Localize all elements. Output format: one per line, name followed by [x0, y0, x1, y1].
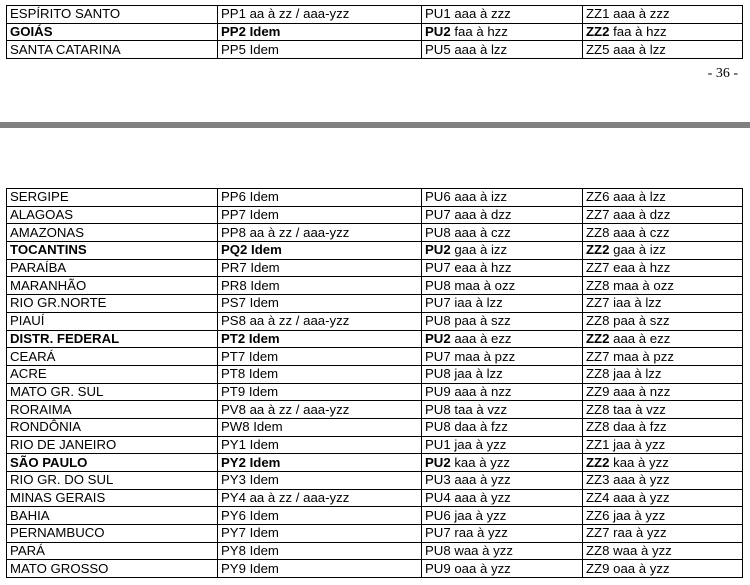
callsign-prefix: PS8: [221, 313, 246, 329]
callsign-range: Idem: [245, 366, 279, 382]
table-row: [7, 472, 743, 490]
callsign-prefix: ZZ9: [586, 383, 610, 399]
table-row: [7, 454, 743, 472]
callsign-prefix: PU7: [425, 207, 451, 223]
callsign-range: aaa à nzz: [450, 383, 512, 399]
callsign-prefix: ZZ2: [586, 330, 610, 346]
callsign-prefix: PP7: [221, 207, 246, 223]
callsign-range: aaa à ezz: [609, 330, 671, 346]
callsign-prefix: PS7: [221, 295, 246, 311]
state-cell: SERGIPE: [7, 189, 218, 207]
table-row: [7, 560, 743, 578]
table-row: [7, 330, 743, 348]
callsign-prefix: ZZ4: [586, 490, 610, 506]
state-cell: RIO GR.NORTE: [7, 295, 218, 313]
state-cell: DISTR. FEDERAL: [7, 330, 218, 348]
callsign-range: Idem: [245, 330, 280, 346]
callsign-prefix: PP1: [221, 6, 246, 22]
callsign-prefix: PQ2: [221, 242, 248, 258]
table-body: [7, 189, 743, 578]
state-cell: BAHIA: [7, 507, 218, 525]
callsign-range: waa à yzz: [609, 543, 672, 559]
state-cell: PERNAMBUCO: [7, 525, 218, 543]
callsign-range: aaa à nzz: [609, 383, 671, 399]
callsign-range: aa à zz / aaa-yzz: [245, 224, 350, 240]
pp-prefix-cell: [218, 560, 422, 578]
callsign-range: aa à zz / aaa-yzz: [245, 6, 350, 22]
state-cell: GOIÁS: [7, 23, 218, 41]
callsign-prefix: PU2: [425, 330, 451, 346]
callsign-prefix: PU2: [425, 242, 451, 258]
zz-prefix-cell: [583, 242, 743, 260]
pu-prefix-cell: [422, 525, 583, 543]
callsign-range: waa à yzz: [450, 543, 513, 559]
zz-prefix-cell: [583, 6, 743, 24]
table-row: [7, 525, 743, 543]
pu-prefix-cell: [422, 560, 583, 578]
pu-prefix-cell: [422, 23, 583, 41]
zz-prefix-cell: [583, 383, 743, 401]
state-cell: PARAÍBA: [7, 259, 218, 277]
callsign-range: Idem: [245, 24, 281, 40]
callsign-range: Idem: [245, 383, 279, 399]
zz-prefix-cell: [583, 365, 743, 383]
callsign-prefix: PU9: [425, 383, 451, 399]
callsign-range: jaa à yzz: [450, 436, 507, 452]
callsign-range: aaa à zzz: [609, 6, 670, 22]
callsign-range: aaa à yzz: [609, 490, 670, 506]
callsign-range: paa à szz: [450, 313, 511, 329]
pu-prefix-cell: [422, 489, 583, 507]
pu-prefix-cell: [422, 242, 583, 260]
callsign-range: Idem: [245, 41, 279, 57]
table-row: [7, 489, 743, 507]
callsign-prefix: ZZ8: [586, 543, 610, 559]
callsign-prefix: PY7: [221, 525, 246, 541]
zz-prefix-cell: [583, 206, 743, 224]
state-cell: MARANHÃO: [7, 277, 218, 295]
pu-prefix-cell: [422, 224, 583, 242]
callsign-prefix: PU8: [425, 313, 451, 329]
pu-prefix-cell: [422, 401, 583, 419]
pu-prefix-cell: [422, 507, 583, 525]
state-cell: CEARÁ: [7, 348, 218, 366]
callsign-range: taa à vzz: [609, 401, 666, 417]
table-row: [7, 365, 743, 383]
pu-prefix-cell: [422, 259, 583, 277]
table-row: [7, 436, 743, 454]
zz-prefix-cell: [583, 41, 743, 59]
callsign-range: maa à ozz: [609, 277, 674, 293]
pu-prefix-cell: [422, 418, 583, 436]
callsign-range: Idem: [245, 189, 279, 205]
pu-prefix-cell: [422, 542, 583, 560]
prefix-table-continued: [6, 5, 743, 59]
callsign-prefix: ZZ8: [586, 224, 610, 240]
pu-prefix-cell: [422, 436, 583, 454]
callsign-range: gaa à izz: [609, 242, 666, 258]
callsign-prefix: PT9: [221, 383, 246, 399]
table-row: [7, 242, 743, 260]
table-row: [7, 383, 743, 401]
callsign-prefix: ZZ7: [586, 525, 610, 541]
callsign-range: aa à zz / aaa-yzz: [245, 401, 350, 417]
zz-prefix-cell: [583, 542, 743, 560]
callsign-range: oaa à yzz: [609, 560, 670, 576]
callsign-range: faa à hzz: [450, 24, 508, 40]
state-cell: PIAUÍ: [7, 312, 218, 330]
pp-prefix-cell: [218, 348, 422, 366]
callsign-prefix: ZZ7: [586, 348, 610, 364]
callsign-prefix: PU2: [425, 24, 451, 40]
callsign-prefix: PU6: [425, 189, 451, 205]
table-row: [7, 418, 743, 436]
callsign-range: daa à fzz: [450, 419, 508, 435]
callsign-range: Idem: [247, 242, 282, 258]
callsign-prefix: ZZ1: [586, 6, 610, 22]
zz-prefix-cell: [583, 330, 743, 348]
callsign-range: gaa à izz: [450, 242, 508, 258]
table-row: [7, 401, 743, 419]
pp-prefix-cell: [218, 454, 422, 472]
callsign-range: oaa à yzz: [450, 560, 511, 576]
pu-prefix-cell: [422, 365, 583, 383]
callsign-range: aa à zz / aaa-yzz: [245, 313, 350, 329]
callsign-range: Idem: [245, 543, 279, 559]
callsign-range: aaa à dzz: [609, 207, 671, 223]
zz-prefix-cell: [583, 348, 743, 366]
callsign-prefix: PU9: [425, 560, 451, 576]
pp-prefix-cell: [218, 295, 422, 313]
callsign-range: raa à yzz: [609, 525, 667, 541]
callsign-prefix: PY3: [221, 472, 246, 488]
table-row: [7, 312, 743, 330]
callsign-range: Idem: [245, 472, 279, 488]
pp-prefix-cell: [218, 277, 422, 295]
pp-prefix-cell: [218, 507, 422, 525]
callsign-prefix: PW8: [221, 419, 250, 435]
callsign-prefix: PU8: [425, 543, 451, 559]
pu-prefix-cell: [422, 383, 583, 401]
callsign-range: aaa à czz: [609, 224, 670, 240]
table-row: [7, 277, 743, 295]
table-row: [7, 206, 743, 224]
state-cell: AMAZONAS: [7, 224, 218, 242]
callsign-prefix: ZZ8: [586, 401, 610, 417]
callsign-range: aaa à dzz: [450, 207, 512, 223]
pu-prefix-cell: [422, 189, 583, 207]
pp-prefix-cell: [218, 259, 422, 277]
pp-prefix-cell: [218, 189, 422, 207]
callsign-range: aaa à lzz: [609, 189, 666, 205]
pp-prefix-cell: [218, 472, 422, 490]
callsign-prefix: PR8: [221, 277, 247, 293]
callsign-prefix: PU1: [425, 436, 451, 452]
callsign-prefix: ZZ7: [586, 207, 610, 223]
table-row: [7, 23, 743, 41]
callsign-prefix: PR7: [221, 260, 247, 276]
callsign-prefix: PU7: [425, 348, 451, 364]
state-cell: RIO DE JANEIRO: [7, 436, 218, 454]
pp-prefix-cell: [218, 312, 422, 330]
callsign-prefix: ZZ6: [586, 507, 610, 523]
table-row: [7, 348, 743, 366]
zz-prefix-cell: [583, 472, 743, 490]
zz-prefix-cell: [583, 418, 743, 436]
page-divider: [0, 122, 750, 128]
callsign-prefix: PY9: [221, 560, 246, 576]
callsign-prefix: PU2: [425, 454, 451, 470]
callsign-prefix: PY2: [221, 454, 246, 470]
callsign-range: Idem: [249, 419, 283, 435]
table-row: [7, 41, 743, 59]
callsign-prefix: PT8: [221, 366, 246, 382]
callsign-range: Idem: [245, 207, 279, 223]
state-cell: TOCANTINS: [7, 242, 218, 260]
callsign-range: aaa à zzz: [450, 6, 511, 22]
callsign-prefix: ZZ8: [586, 277, 610, 293]
callsign-prefix: PU8: [425, 277, 451, 293]
zz-prefix-cell: [583, 189, 743, 207]
callsign-prefix: ZZ8: [586, 419, 610, 435]
pu-prefix-cell: [422, 330, 583, 348]
pp-prefix-cell: [218, 242, 422, 260]
table-body: [7, 6, 743, 59]
callsign-range: iaa à lzz: [450, 295, 503, 311]
pp-prefix-cell: [218, 436, 422, 454]
callsign-range: jaa à yzz: [450, 507, 507, 523]
callsign-prefix: ZZ1: [586, 436, 610, 452]
pp-prefix-cell: [218, 418, 422, 436]
callsign-prefix: PU6: [425, 507, 451, 523]
callsign-prefix: PU8: [425, 366, 451, 382]
callsign-prefix: ZZ5: [586, 41, 610, 57]
callsign-prefix: PU3: [425, 472, 451, 488]
callsign-range: aaa à czz: [450, 224, 511, 240]
callsign-range: aaa à izz: [450, 189, 508, 205]
zz-prefix-cell: [583, 489, 743, 507]
zz-prefix-cell: [583, 525, 743, 543]
callsign-range: kaa à yzz: [450, 454, 511, 470]
state-cell: RIO GR. DO SUL: [7, 472, 218, 490]
callsign-range: taa à vzz: [450, 401, 508, 417]
callsign-prefix: ZZ7: [586, 295, 610, 311]
table-row: [7, 6, 743, 24]
callsign-prefix: PY8: [221, 543, 246, 559]
callsign-range: daa à fzz: [609, 419, 667, 435]
callsign-prefix: PU1: [425, 6, 451, 22]
pp-prefix-cell: [218, 6, 422, 24]
callsign-range: aaa à yzz: [450, 472, 511, 488]
prefix-table: [6, 188, 743, 578]
zz-prefix-cell: [583, 277, 743, 295]
callsign-prefix: ZZ8: [586, 366, 610, 382]
table-row: [7, 295, 743, 313]
callsign-range: aaa à ezz: [450, 330, 512, 346]
callsign-range: maa à pzz: [450, 348, 516, 364]
callsign-range: aaa à yzz: [450, 490, 511, 506]
callsign-range: Idem: [245, 436, 279, 452]
callsign-range: aaa à lzz: [609, 41, 666, 57]
callsign-range: paa à szz: [609, 313, 670, 329]
callsign-range: faa à hzz: [609, 24, 667, 40]
callsign-range: eaa à hzz: [450, 260, 512, 276]
zz-prefix-cell: [583, 23, 743, 41]
pu-prefix-cell: [422, 277, 583, 295]
callsign-prefix: PU7: [425, 525, 451, 541]
pp-prefix-cell: [218, 365, 422, 383]
callsign-range: Idem: [245, 560, 279, 576]
callsign-prefix: PP5: [221, 41, 246, 57]
callsign-range: Idem: [245, 348, 279, 364]
callsign-range: jaa à lzz: [450, 366, 503, 382]
state-cell: SÃO PAULO: [7, 454, 218, 472]
callsign-range: eaa à hzz: [609, 260, 671, 276]
state-cell: MATO GROSSO: [7, 560, 218, 578]
zz-prefix-cell: [583, 436, 743, 454]
state-cell: PARÁ: [7, 542, 218, 560]
pu-prefix-cell: [422, 472, 583, 490]
callsign-range: kaa à yzz: [609, 454, 669, 470]
pu-prefix-cell: [422, 454, 583, 472]
pu-prefix-cell: [422, 312, 583, 330]
zz-prefix-cell: [583, 312, 743, 330]
callsign-prefix: PY6: [221, 507, 246, 523]
zz-prefix-cell: [583, 295, 743, 313]
pu-prefix-cell: [422, 6, 583, 24]
callsign-range: aaa à lzz: [450, 41, 508, 57]
table-row: [7, 542, 743, 560]
pp-prefix-cell: [218, 383, 422, 401]
table-row: [7, 507, 743, 525]
callsign-prefix: PU8: [425, 224, 451, 240]
callsign-prefix: ZZ6: [586, 189, 610, 205]
pp-prefix-cell: [218, 206, 422, 224]
pp-prefix-cell: [218, 525, 422, 543]
zz-prefix-cell: [583, 401, 743, 419]
zz-prefix-cell: [583, 507, 743, 525]
callsign-prefix: PP2: [221, 24, 246, 40]
pp-prefix-cell: [218, 41, 422, 59]
callsign-prefix: PP6: [221, 189, 246, 205]
callsign-prefix: ZZ2: [586, 24, 610, 40]
table-row: [7, 224, 743, 242]
callsign-prefix: ZZ2: [586, 242, 610, 258]
callsign-prefix: PU8: [425, 419, 451, 435]
callsign-prefix: PU8: [425, 401, 451, 417]
state-cell: SANTA CATARINA: [7, 41, 218, 59]
state-cell: ESPÍRITO SANTO: [7, 6, 218, 24]
state-cell: MATO GR. SUL: [7, 383, 218, 401]
zz-prefix-cell: [583, 259, 743, 277]
callsign-prefix: PY1: [221, 436, 246, 452]
callsign-prefix: PU7: [425, 295, 451, 311]
callsign-prefix: PP8: [221, 224, 246, 240]
state-cell: RORAIMA: [7, 401, 218, 419]
callsign-prefix: ZZ7: [586, 260, 610, 276]
pu-prefix-cell: [422, 206, 583, 224]
page-number: - 36 -: [707, 66, 738, 81]
callsign-range: Idem: [245, 525, 279, 541]
state-cell: MINAS GERAIS: [7, 489, 218, 507]
callsign-range: maa à pzz: [609, 348, 674, 364]
callsign-range: raa à yzz: [450, 525, 508, 541]
pp-prefix-cell: [218, 542, 422, 560]
callsign-prefix: PU4: [425, 490, 451, 506]
callsign-prefix: ZZ8: [586, 313, 610, 329]
callsign-range: Idem: [246, 277, 280, 293]
state-cell: ACRE: [7, 365, 218, 383]
pp-prefix-cell: [218, 224, 422, 242]
zz-prefix-cell: [583, 454, 743, 472]
pp-prefix-cell: [218, 330, 422, 348]
callsign-prefix: PT7: [221, 348, 246, 364]
table-row: [7, 189, 743, 207]
callsign-range: aa à zz / aaa-yzz: [245, 490, 350, 506]
callsign-range: jaa à lzz: [609, 366, 662, 382]
pu-prefix-cell: [422, 348, 583, 366]
callsign-prefix: PU7: [425, 260, 451, 276]
callsign-range: maa à ozz: [450, 277, 516, 293]
callsign-range: jaa à yzz: [609, 507, 666, 523]
callsign-range: aaa à yzz: [609, 472, 670, 488]
callsign-prefix: ZZ2: [586, 454, 610, 470]
callsign-prefix: PU5: [425, 41, 451, 57]
callsign-range: iaa à lzz: [609, 295, 662, 311]
pu-prefix-cell: [422, 41, 583, 59]
state-cell: ALAGOAS: [7, 206, 218, 224]
pp-prefix-cell: [218, 23, 422, 41]
callsign-range: Idem: [246, 260, 280, 276]
callsign-prefix: PV8: [221, 401, 246, 417]
pp-prefix-cell: [218, 401, 422, 419]
pu-prefix-cell: [422, 295, 583, 313]
table-row: [7, 259, 743, 277]
zz-prefix-cell: [583, 224, 743, 242]
callsign-prefix: ZZ9: [586, 560, 610, 576]
callsign-prefix: PT2: [221, 330, 246, 346]
callsign-prefix: ZZ3: [586, 472, 610, 488]
callsign-range: Idem: [245, 454, 281, 470]
zz-prefix-cell: [583, 560, 743, 578]
state-cell: RONDÔNIA: [7, 418, 218, 436]
callsign-range: Idem: [245, 507, 279, 523]
callsign-range: Idem: [245, 295, 279, 311]
callsign-prefix: PY4: [221, 490, 246, 506]
callsign-range: jaa à yzz: [609, 436, 666, 452]
pp-prefix-cell: [218, 489, 422, 507]
